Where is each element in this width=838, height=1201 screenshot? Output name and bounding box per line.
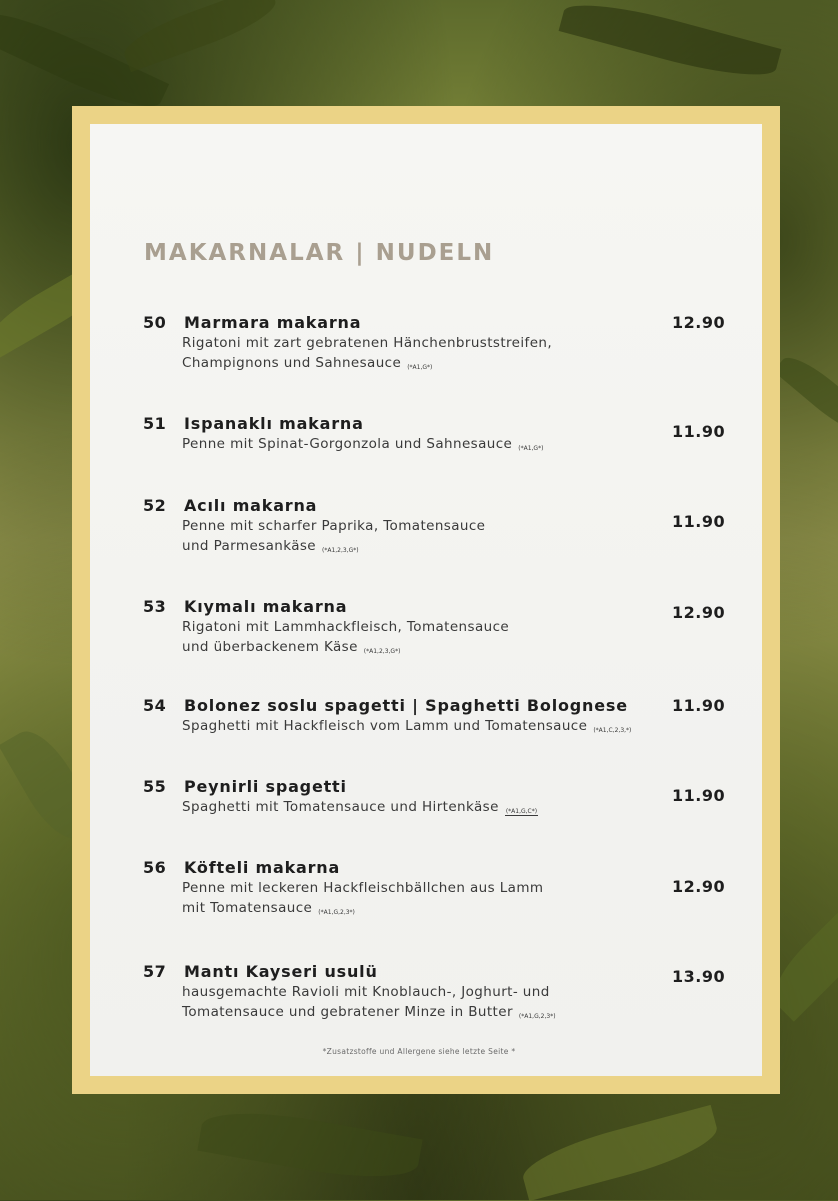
description-text: Tomatensauce und gebratener Minze in Butter <box>182 1004 513 1020</box>
menu-item-name: Bolonez soslu spagetti | Spaghetti Bolognese <box>184 696 628 715</box>
description-text: Spaghetti mit Hackfleisch vom Lamm und Tomatensauce <box>182 718 588 734</box>
menu-item-description <box>182 333 552 378</box>
menu-item-number: 57 <box>143 962 167 981</box>
menu-item-price: 13.90 <box>672 967 726 986</box>
description-text: und überbackenem Käse <box>182 639 358 655</box>
menu-item-name: Acılı makarna <box>184 496 318 515</box>
menu-item-price: 12.90 <box>672 313 726 332</box>
menu-item-number: 51 <box>143 414 167 433</box>
menu-item-price: 11.90 <box>672 786 726 805</box>
description-line <box>182 797 538 822</box>
description-text: hausgemachte Ravioli mit Knoblauch-, Joghurt- und <box>182 984 550 1000</box>
menu-item-price: 11.90 <box>672 422 726 441</box>
description-line <box>182 878 543 898</box>
description-text: Spaghetti mit Tomatensauce und Hirtenkäse <box>182 799 499 815</box>
background-leaf <box>773 348 838 442</box>
menu-item-description <box>182 516 485 561</box>
menu-item-name: Kıymalı makarna <box>184 597 348 616</box>
menu-item-price: 12.90 <box>672 603 726 622</box>
description-line <box>182 637 509 662</box>
menu-item-price: 11.90 <box>672 512 726 531</box>
menu-item-name: Köfteli makarna <box>184 858 341 877</box>
allergen-footnote: *Zusatzstoffe und Allergene siehe letzte Seite * <box>322 1047 516 1056</box>
menu-item-number: 50 <box>143 313 167 332</box>
allergen-codes: (*A1,2,3,G*) <box>322 547 359 554</box>
description-text: Rigatoni mit Lammhackfleisch, Tomatensauce <box>182 619 510 635</box>
menu-item-description <box>182 716 631 741</box>
menu-item-number: 52 <box>143 496 167 515</box>
menu-item-description <box>182 797 538 822</box>
menu-item-number: 56 <box>143 858 167 877</box>
background-leaf <box>559 0 782 88</box>
menu-item-description <box>182 878 543 923</box>
allergen-codes: (*A1,G,2,3*) <box>518 1013 556 1020</box>
menu-section-heading: MAKARNALAR | NUDELN <box>144 240 495 266</box>
menu-item-number: 55 <box>143 777 167 796</box>
description-text: Rigatoni mit zart gebratenen Hänchenbruststreifen, <box>182 335 553 351</box>
menu-item-name: Mantı Kayseri usulü <box>184 962 378 981</box>
description-line <box>182 1002 556 1027</box>
description-text: mit Tomatensauce <box>182 900 313 916</box>
description-line <box>182 516 485 536</box>
description-text: und Parmesankäse <box>182 538 317 554</box>
menu-item-name: Ispanaklı makarna <box>184 414 364 433</box>
description-line <box>182 536 485 561</box>
description-text: Penne mit scharfer Paprika, Tomatensauce <box>182 518 486 534</box>
menu-item-description <box>182 434 543 459</box>
description-line <box>182 982 556 1002</box>
allergen-codes: (*A1,C,2,3,*) <box>593 727 632 734</box>
description-line <box>182 617 509 637</box>
background-leaf <box>517 1105 722 1201</box>
allergen-codes: (*A1,G*) <box>518 445 544 452</box>
description-line <box>182 898 543 923</box>
description-text: Penne mit Spinat-Gorgonzola und Sahnesauce <box>182 436 513 452</box>
description-line <box>182 353 552 378</box>
menu-item-price: 11.90 <box>672 696 726 715</box>
menu-item-name: Peynirli spagetti <box>184 777 347 796</box>
description-line <box>182 434 543 459</box>
description-line <box>182 716 631 741</box>
menu-item-name: Marmara makarna <box>184 313 362 332</box>
allergen-codes: (*A1,G,2,3*) <box>318 909 355 916</box>
description-line <box>182 333 552 353</box>
menu-item-description <box>182 982 556 1027</box>
description-text: Champignons und Sahnesauce <box>182 355 402 371</box>
background-leaf <box>197 1101 422 1188</box>
menu-item-price: 12.90 <box>672 877 726 896</box>
description-text: Penne mit leckeren Hackfleischbällchen aus Lamm <box>182 880 544 896</box>
menu-item-description <box>182 617 509 662</box>
allergen-codes: (*A1,G*) <box>407 364 433 371</box>
menu-item-number: 53 <box>143 597 167 616</box>
allergen-codes: (*A1,G,C*) <box>505 808 538 815</box>
menu-item-number: 54 <box>143 696 167 715</box>
allergen-codes: (*A1,2,3,G*) <box>363 648 401 655</box>
background-leaf <box>119 0 282 72</box>
